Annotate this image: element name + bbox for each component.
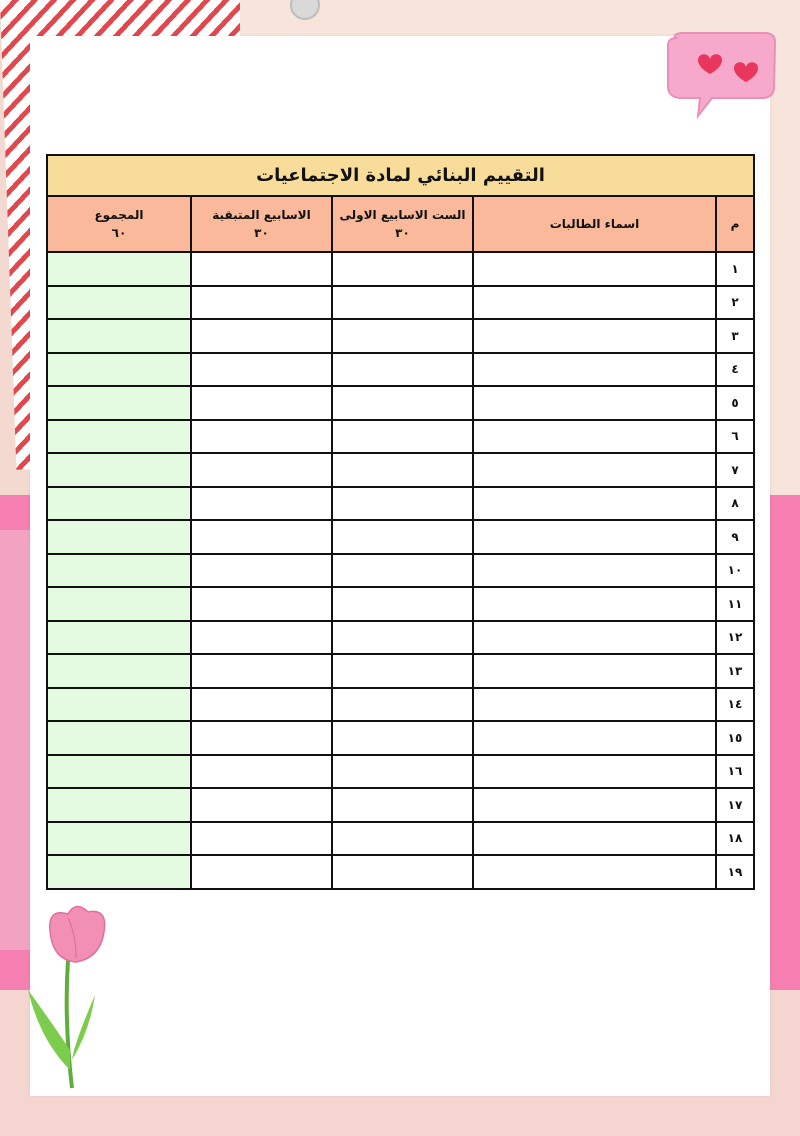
first-weeks-score-cell[interactable] <box>332 554 473 588</box>
header-student-names: اسماء الطالبات <box>473 196 716 252</box>
first-weeks-score-cell[interactable] <box>332 822 473 856</box>
first-weeks-score-cell[interactable] <box>332 420 473 454</box>
table-row <box>47 654 754 688</box>
table-title: التقييم البنائي لمادة الاجتماعيات <box>47 155 754 196</box>
total-score-cell[interactable] <box>47 487 191 521</box>
total-score-cell[interactable] <box>47 554 191 588</box>
table-row <box>47 453 754 487</box>
total-score-cell[interactable] <box>47 520 191 554</box>
total-score-cell[interactable] <box>47 755 191 789</box>
first-weeks-score-cell[interactable] <box>332 688 473 722</box>
student-name-cell[interactable] <box>473 286 716 320</box>
header-remaining-weeks: الاسابيع المتبقية ٣٠ <box>191 196 332 252</box>
table-row <box>47 420 754 454</box>
remaining-weeks-score-cell[interactable] <box>191 788 332 822</box>
student-name-cell[interactable] <box>473 587 716 621</box>
hearts-speech-bubble-icon <box>662 30 780 122</box>
row-number: ١ <box>716 252 754 286</box>
table-row <box>47 688 754 722</box>
table-row <box>47 587 754 621</box>
student-name-cell[interactable] <box>473 487 716 521</box>
row-number: ١٠ <box>716 554 754 588</box>
table-row <box>47 721 754 755</box>
table-row <box>47 386 754 420</box>
row-number: ٧ <box>716 453 754 487</box>
first-weeks-score-cell[interactable] <box>332 487 473 521</box>
table-row <box>47 353 754 387</box>
tulip-icon <box>20 900 130 1095</box>
remaining-weeks-score-cell[interactable] <box>191 487 332 521</box>
student-name-cell[interactable] <box>473 252 716 286</box>
row-number: ٢ <box>716 286 754 320</box>
student-name-cell[interactable] <box>473 621 716 655</box>
table-row <box>47 252 754 286</box>
student-name-cell[interactable] <box>473 654 716 688</box>
remaining-weeks-score-cell[interactable] <box>191 587 332 621</box>
row-number: ٣ <box>716 319 754 353</box>
header-total: المجموع ٦٠ <box>47 196 191 252</box>
row-number: ١١ <box>716 587 754 621</box>
row-number: ١٩ <box>716 855 754 889</box>
row-number: ٩ <box>716 520 754 554</box>
student-name-cell[interactable] <box>473 822 716 856</box>
assessment-table <box>46 154 755 890</box>
first-weeks-score-cell[interactable] <box>332 721 473 755</box>
remaining-weeks-score-cell[interactable] <box>191 621 332 655</box>
first-weeks-score-cell[interactable] <box>332 353 473 387</box>
student-name-cell[interactable] <box>473 420 716 454</box>
first-weeks-score-cell[interactable] <box>332 520 473 554</box>
total-score-cell[interactable] <box>47 621 191 655</box>
table-row <box>47 520 754 554</box>
row-number: ٤ <box>716 353 754 387</box>
remaining-weeks-score-cell[interactable] <box>191 822 332 856</box>
header-index: م <box>716 196 754 252</box>
first-weeks-score-cell[interactable] <box>332 286 473 320</box>
remaining-weeks-score-cell[interactable] <box>191 755 332 789</box>
first-weeks-score-cell[interactable] <box>332 252 473 286</box>
table-row <box>47 621 754 655</box>
header-first-weeks-max: ٣٠ <box>395 226 410 240</box>
first-weeks-score-cell[interactable] <box>332 386 473 420</box>
student-name-cell[interactable] <box>473 554 716 588</box>
remaining-weeks-score-cell[interactable] <box>191 386 332 420</box>
total-score-cell[interactable] <box>47 252 191 286</box>
header-total-max: ٦٠ <box>111 226 127 240</box>
table-row <box>47 788 754 822</box>
first-weeks-score-cell[interactable] <box>332 855 473 889</box>
student-name-cell[interactable] <box>473 319 716 353</box>
table-row <box>47 554 754 588</box>
remaining-weeks-score-cell[interactable] <box>191 721 332 755</box>
first-weeks-score-cell[interactable] <box>332 621 473 655</box>
table-row <box>47 487 754 521</box>
total-score-cell[interactable] <box>47 788 191 822</box>
row-number: ١٧ <box>716 788 754 822</box>
total-score-cell[interactable] <box>47 688 191 722</box>
total-score-cell[interactable] <box>47 587 191 621</box>
student-name-cell[interactable] <box>473 520 716 554</box>
row-number: ١٢ <box>716 621 754 655</box>
total-score-cell[interactable] <box>47 386 191 420</box>
student-name-cell[interactable] <box>473 386 716 420</box>
row-number: ١٦ <box>716 755 754 789</box>
first-weeks-score-cell[interactable] <box>332 788 473 822</box>
student-name-cell[interactable] <box>473 788 716 822</box>
header-first-weeks: الست الاسابيع الاولى ٣٠ <box>332 196 473 252</box>
total-score-cell[interactable] <box>47 453 191 487</box>
table-row <box>47 822 754 856</box>
total-score-cell[interactable] <box>47 721 191 755</box>
remaining-weeks-score-cell[interactable] <box>191 554 332 588</box>
student-name-cell[interactable] <box>473 855 716 889</box>
student-name-cell[interactable] <box>473 353 716 387</box>
first-weeks-score-cell[interactable] <box>332 654 473 688</box>
row-number: ٨ <box>716 487 754 521</box>
row-number: ١٣ <box>716 654 754 688</box>
remaining-weeks-score-cell[interactable] <box>191 453 332 487</box>
table-row <box>47 855 754 889</box>
remaining-weeks-score-cell[interactable] <box>191 353 332 387</box>
remaining-weeks-score-cell[interactable] <box>191 420 332 454</box>
row-number: ٥ <box>716 386 754 420</box>
first-weeks-score-cell[interactable] <box>332 453 473 487</box>
remaining-weeks-score-cell[interactable] <box>191 520 332 554</box>
total-score-cell[interactable] <box>47 654 191 688</box>
total-score-cell[interactable] <box>47 319 191 353</box>
table-row <box>47 319 754 353</box>
remaining-weeks-score-cell[interactable] <box>191 688 332 722</box>
remaining-weeks-score-cell[interactable] <box>191 654 332 688</box>
remaining-weeks-score-cell[interactable] <box>191 252 332 286</box>
total-score-cell[interactable] <box>47 822 191 856</box>
total-score-cell[interactable] <box>47 353 191 387</box>
student-name-cell[interactable] <box>473 721 716 755</box>
first-weeks-score-cell[interactable] <box>332 319 473 353</box>
row-number: ٦ <box>716 420 754 454</box>
total-score-cell[interactable] <box>47 855 191 889</box>
row-number: ١٥ <box>716 721 754 755</box>
table-row <box>47 755 754 789</box>
student-name-cell[interactable] <box>473 755 716 789</box>
total-score-cell[interactable] <box>47 286 191 320</box>
first-weeks-score-cell[interactable] <box>332 755 473 789</box>
student-name-cell[interactable] <box>473 688 716 722</box>
row-number: ١٨ <box>716 822 754 856</box>
remaining-weeks-score-cell[interactable] <box>191 855 332 889</box>
total-score-cell[interactable] <box>47 420 191 454</box>
student-name-cell[interactable] <box>473 453 716 487</box>
header-remaining-weeks-max: ٣٠ <box>254 226 269 240</box>
row-number: ١٤ <box>716 688 754 722</box>
first-weeks-score-cell[interactable] <box>332 587 473 621</box>
table-row <box>47 286 754 320</box>
remaining-weeks-score-cell[interactable] <box>191 286 332 320</box>
remaining-weeks-score-cell[interactable] <box>191 319 332 353</box>
